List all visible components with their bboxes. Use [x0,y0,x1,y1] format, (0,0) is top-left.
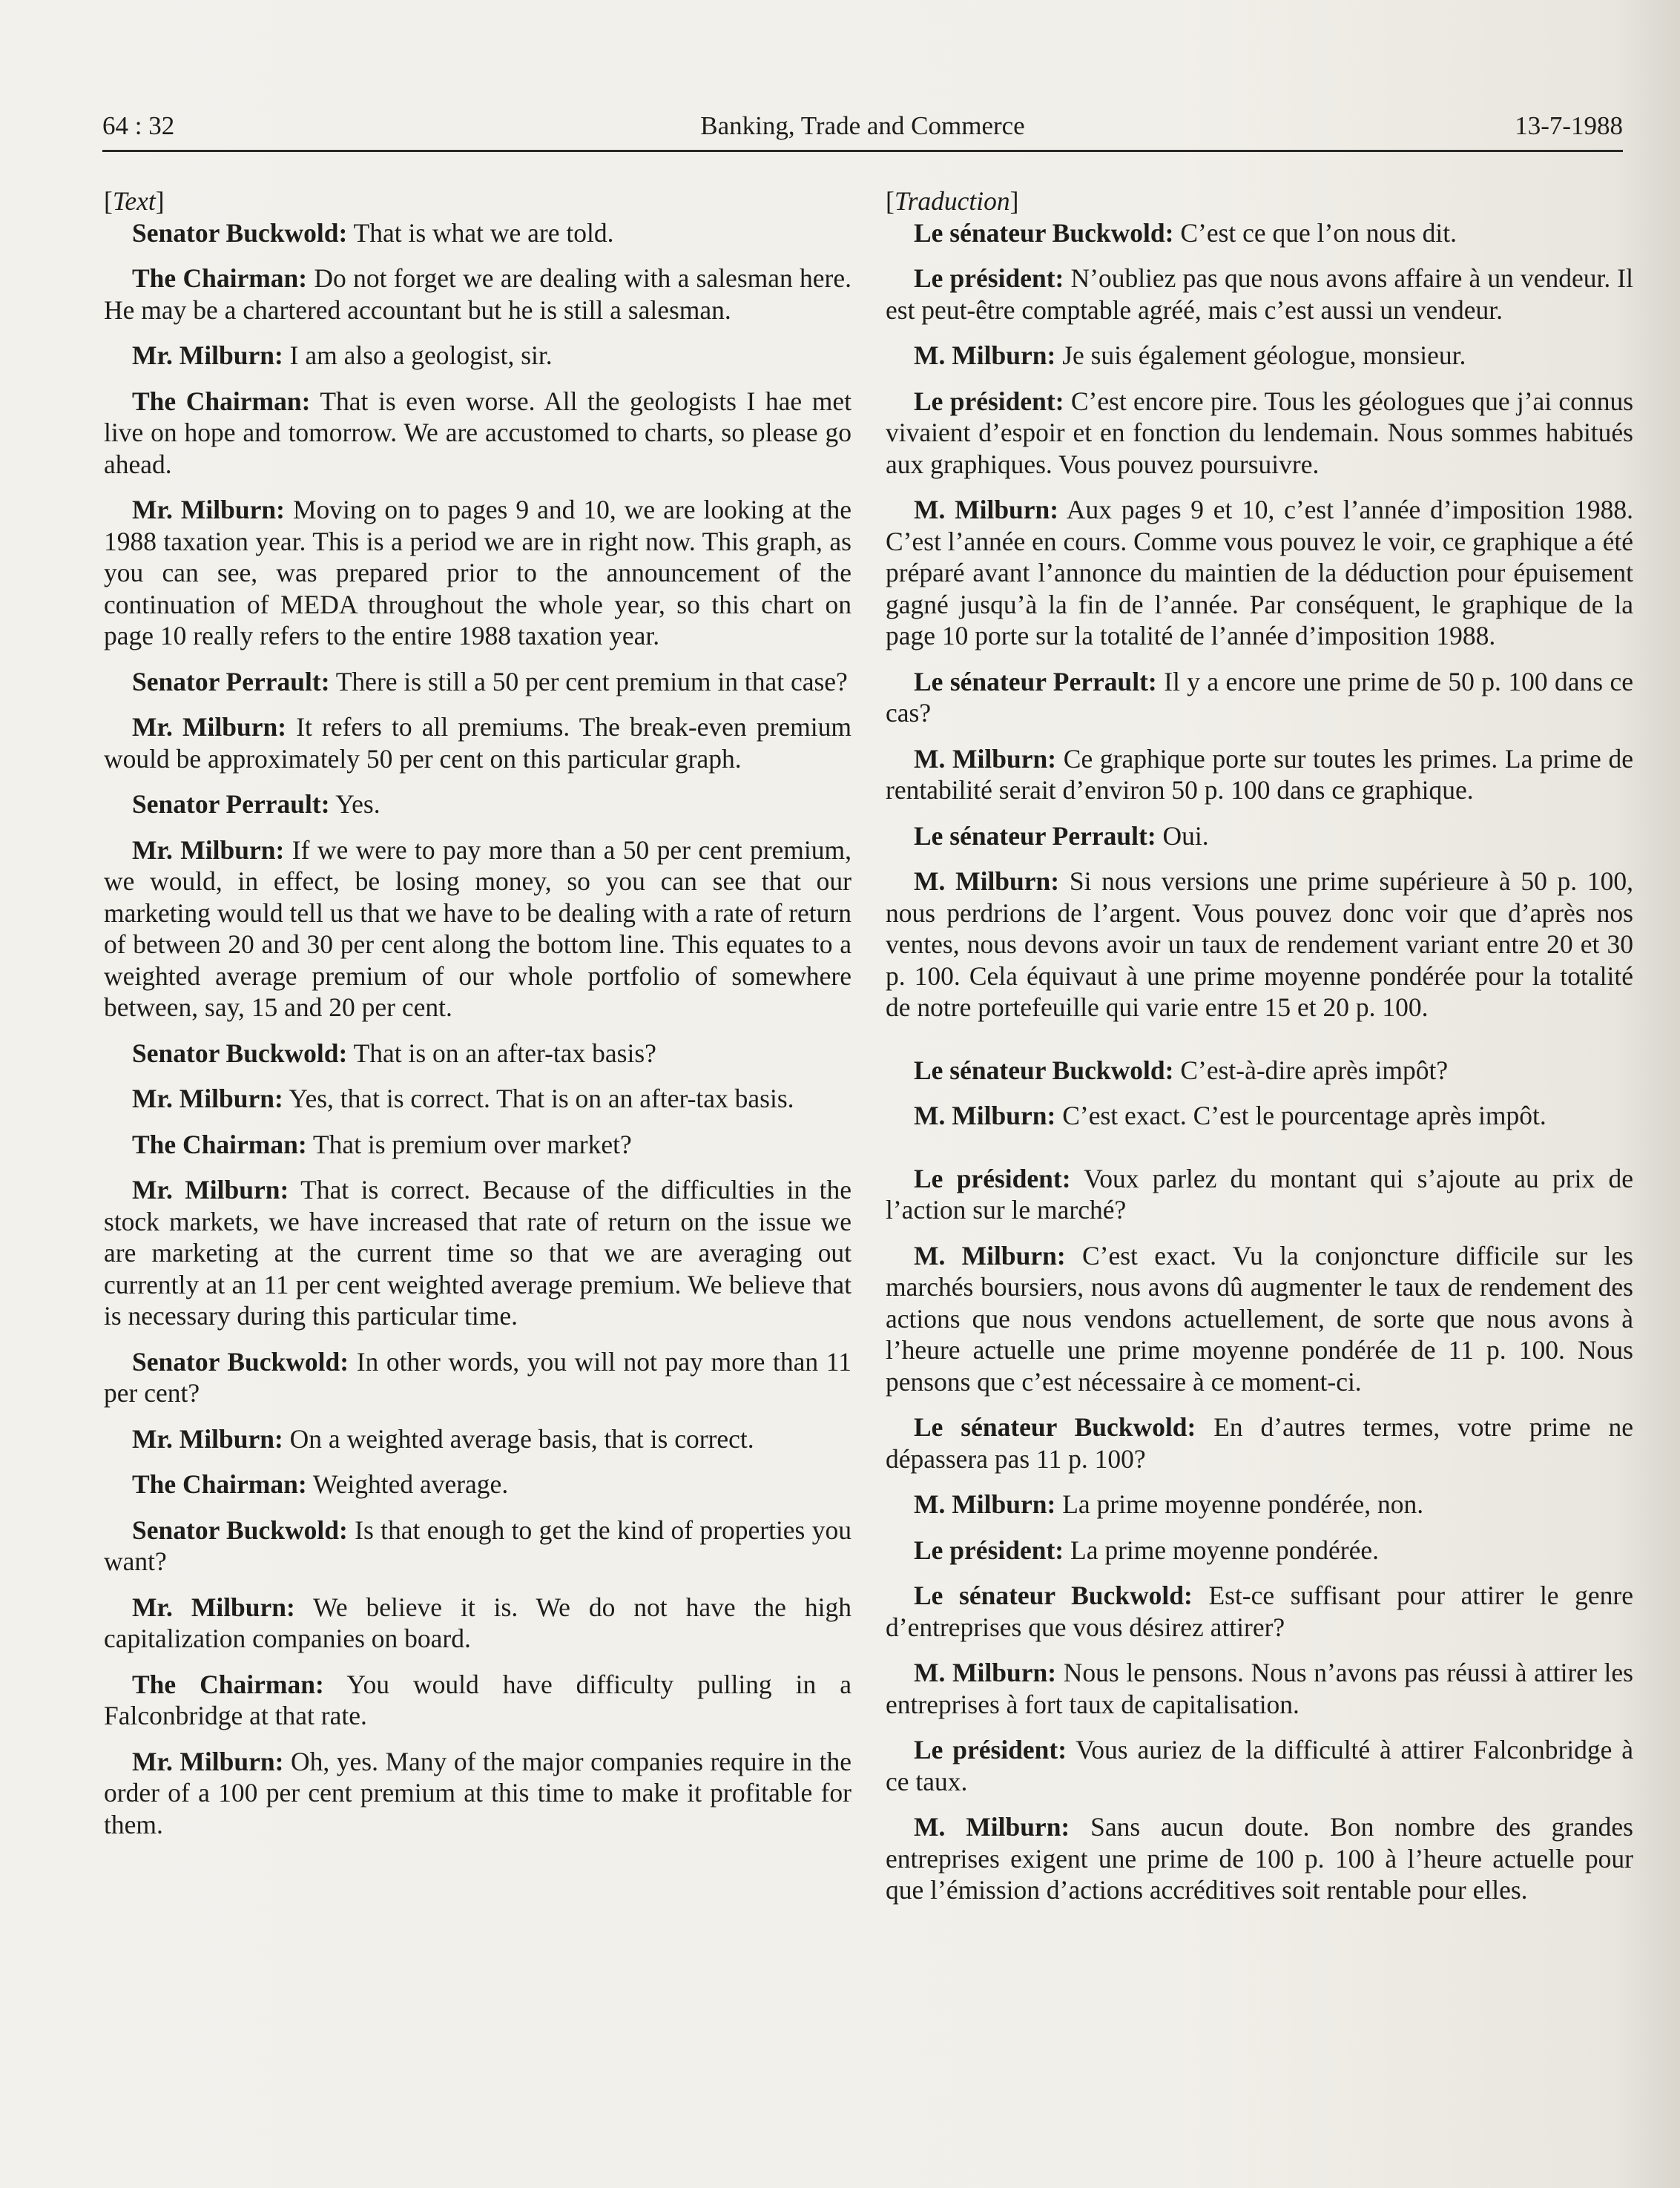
speaker-name: M. Milburn: [914,495,1059,524]
speaker-name: Senator Buckwold: [132,217,348,248]
speech-text: Yes. [329,789,381,819]
speech-text: Oh, yes. Many of the major companies require in the order of a 100 per cent premium at this time to make it profitable for them. [104,1746,852,1839]
speaker-name: Senator Perrault: [132,789,330,819]
publication-title: Banking, Trade and Commerce [700,111,1025,140]
speaker-name: Le président: [914,1163,1071,1193]
speaker-name: Senator Perrault: [132,666,330,696]
speech-text: There is still a 50 per cent premium in that case? [329,666,848,696]
transcript-paragraph [104,1129,851,1161]
speech-text: In other words, you will not pay more than 11 per cent? [104,1346,851,1408]
speaker-name: The Chairman: [132,1129,307,1159]
transcript-paragraph [886,1100,1633,1132]
speaker-name: Mr. Milburn: [132,1746,284,1776]
speaker-name: Le sénateur Buckwold: [914,1581,1193,1610]
transcript-paragraph [886,866,1633,1024]
transcript-paragraph [104,340,851,372]
speech-text: That is on an after-tax basis? [347,1038,656,1068]
speech-text: Nous le pensons. Nous n’avons pas réussi à attirer les entreprises à fort taux de capitalisation. [886,1658,1633,1719]
speech-text: Do not forget we are dealing with a salesman here. He may be a chartered accountant but he is still a salesman. [104,263,851,325]
speech-text: Sans aucun doute. Bon nombre des grandes entreprises exigent une prime de 100 p. 100 à l’heure actuelle pour que l’émission d’actions accréditives soit rentable pour elles. [886,1812,1633,1905]
speech-text: If we were to pay more than a 50 per cent premium, we would, in effect, be losing money, so you can see that our marketing would tell us that we have to be dealing with a rate of return of between 20 and 30 per cent along the bottom line. This equates to a weighted average premium of our whole portfolio of somewhere between, say, 15 and 20 per cent. [104,834,851,1022]
speech-text: That is correct. Because of the difficulties in the stock markets, we have increased that rate of return on the issue we are marketing at the current time so that we are averaging out currently at an 11 per cent weighted average premium. We believe that is necessary during this particular time. [104,1175,852,1331]
speech-text: C’est-à-dire après impôt? [1173,1055,1449,1085]
speaker-name: Mr. Milburn: [132,712,287,742]
speaker-name: M. Milburn: [914,866,1060,896]
speaker-name: Le président: [914,386,1064,416]
french-column [886,185,1633,1920]
transcript-paragraph [886,1580,1633,1643]
transcript-paragraph [886,1811,1633,1906]
transcript-paragraph [104,1469,851,1500]
transcript-paragraph [886,1240,1633,1398]
speech-text: I am also a geologist, sir. [283,340,553,370]
speaker-name: Mr. Milburn: [132,495,285,524]
transcript-paragraph [104,263,851,326]
text-marker: [Text] [104,186,165,216]
transcript-paragraph [886,1055,1633,1087]
speech-text: C’est exact. C’est le pourcentage après impôt. [1055,1101,1546,1130]
speaker-name: Le sénateur Perrault: [914,820,1156,851]
transcript-paragraph [886,494,1633,652]
speech-text: La prime moyenne pondérée. [1064,1535,1379,1565]
speaker-name: M. Milburn: [914,340,1056,370]
speaker-name: Senator Buckwold: [132,1515,348,1545]
transcript-paragraph [886,263,1633,326]
speaker-name: Le sénateur Buckwold: [914,217,1174,248]
transcript-paragraph [104,386,851,481]
transcript-paragraph [886,1411,1633,1474]
speech-text: C’est exact. Vu la conjoncture difficile sur les marchés boursiers, nous avons dû augmenter le taux de rendement des actions que nous vendons actuellement, de sorte que nous avons à l’heure actuelle une prime moyenne pondérée de 11 p. 100. Nous pensons que c’est nécessaire à ce moment-ci. [886,1240,1633,1397]
transcript-paragraph [104,1515,851,1578]
speaker-name: Le sénateur Buckwold: [914,1412,1196,1442]
transcript-paragraph [886,217,1633,249]
transcript-paragraph [104,1746,851,1841]
transcript-paragraph [104,217,851,249]
speaker-name: The Chairman: [132,1669,324,1699]
speaker-name: The Chairman: [132,386,311,416]
speaker-name: Mr. Milburn: [132,1592,295,1622]
transcript-paragraph [104,1038,851,1070]
speech-text: Si nous versions une prime supérieure à 50 p. 100, nous perdrions de l’argent. Vous pouvez donc voir que d’après nos ventes, nous devons avoir un taux de rendement variant entre 20 et 30 p. 100. Cela équivaut à une prime moyenne pondérée pour la totalité de notre portefeuille qui varie entre 15 et 20 p. 100. [886,866,1633,1022]
speaker-name: Le président: [914,263,1064,293]
speech-text: La prime moyenne pondérée, non. [1055,1489,1424,1519]
speaker-name: The Chairman: [132,1469,307,1499]
speaker-name: The Chairman: [132,263,308,293]
speaker-name: Senator Buckwold: [132,1346,349,1377]
speaker-name: M. Milburn: [914,1101,1056,1130]
transcript-paragraph [104,1669,851,1732]
transcript-paragraph [104,711,851,774]
header-date: 13-7-1988 [1515,111,1623,140]
speech-text: That is premium over market? [306,1129,632,1159]
speaker-name: M. Milburn: [914,1489,1056,1519]
speaker-name: M. Milburn: [914,1658,1057,1687]
speech-text: Weighted average. [306,1469,509,1499]
speaker-name: M. Milburn: [914,1812,1070,1842]
speech-text: Vous auriez de la difficulté à attirer Falconbridge à ce taux. [886,1735,1633,1796]
transcript-paragraph [886,1163,1633,1226]
speaker-name: Mr. Milburn: [132,834,285,865]
transcript-paragraph [104,1592,851,1655]
speaker-name: M. Milburn: [914,743,1057,774]
speaker-name: M. Milburn: [914,1240,1066,1271]
transcript-paragraph [104,788,851,820]
speech-text: En d’autres termes, votre prime ne dépassera pas 11 p. 100? [886,1412,1633,1474]
transcript-paragraph [104,666,851,698]
speech-text: Is that enough to get the kind of properties you want? [104,1515,851,1576]
speaker-name: Le sénateur Perrault: [914,666,1157,696]
speaker-name: Le président: [914,1535,1064,1565]
transcript-paragraph [104,1423,851,1455]
transcript-paragraph [886,1657,1633,1720]
transcript-paragraph [886,820,1633,852]
speech-text: Moving on to pages 9 and 10, we are looking at the 1988 taxation year. This is a period we are in right now. This graph, as you can see, was prepared prior to the announcement of the continuation of MEDA throughout the whole year, so this chart on page 10 really refers to the entire 1988 taxation year. [104,495,851,650]
translation-marker: [Traduction] [886,186,1019,216]
speech-text: On a weighted average basis, that is correct. [283,1423,754,1454]
speech-text: Oui. [1156,820,1209,851]
speaker-name: Le président: [914,1735,1067,1764]
speech-text: C’est encore pire. Tous les géologues que j’ai connus vivaient d’espoir et en fonction du lendemain. Nous sommes habitués aux graphiques. Vous pouvez poursuivre. [886,386,1634,479]
transcript-paragraph [104,1174,851,1332]
speech-text: It refers to all premiums. The break-even premium would be approximately 50 per cent on this particular graph. [104,712,851,774]
transcript-paragraph [104,834,851,1024]
speech-text: Voux parlez du montant qui s’ajoute au prix de l’action sur le marché? [886,1163,1633,1225]
transcript-paragraph [886,743,1633,806]
speech-text: That is what we are told. [347,217,614,248]
speaker-name: Le sénateur Buckwold: [914,1055,1174,1085]
transcript-paragraph [104,1083,851,1115]
speech-text: You would have difficulty pulling in a Falconbridge at that rate. [104,1669,851,1730]
speaker-name: Mr. Milburn: [132,1175,289,1205]
speech-text: Yes, that is correct. That is on an after-tax basis. [283,1084,794,1113]
speech-text: Aux pages 9 et 10, c’est l’année d’imposition 1988. C’est l’année en cours. Comme vous pouvez le voir, ce graphique a été préparé avant l’annonce du maintien de la déduction pour épuisement gagné jusqu’à la fin de l’année. Par conséquent, le graphique de la page 10 porte sur la totalité de l’année d’imposition 1988. [886,495,1634,650]
transcript-paragraph [886,1535,1633,1566]
speech-text: N’oubliez pas que nous avons affaire à un vendeur. Il est peut-être comptable agréé, mais c’est aussi un vendeur. [886,263,1633,325]
english-column [104,185,851,1854]
speaker-name: Mr. Milburn: [132,340,283,370]
transcript-paragraph [886,666,1633,729]
speech-text: Il y a encore une prime de 50 p. 100 dans ce cas? [886,666,1633,728]
speech-text: Je suis également géologue, monsieur. [1055,340,1466,370]
page-number: 64 : 32 [102,111,175,140]
speaker-name: Mr. Milburn: [132,1084,283,1113]
speech-text: C’est ce que l’on nous dit. [1173,217,1457,248]
speaker-name: Senator Buckwold: [132,1038,348,1068]
running-header [102,105,1623,145]
transcript-paragraph [886,1489,1633,1520]
transcript-paragraph [104,1346,851,1409]
header-rule [102,150,1623,152]
transcript-paragraph [886,386,1633,481]
speech-text: That is even worse. All the geologists I hae met live on hope and tomorrow. We are accustomed to charts, so please go ahead. [104,386,852,479]
transcript-paragraph [886,1734,1633,1797]
transcript-paragraph [886,340,1633,372]
speech-text: Est-ce suffisant pour attirer le genre d’entreprises que vous désirez attirer? [886,1581,1633,1642]
speech-text: We believe it is. We do not have the high capitalization companies on board. [104,1592,851,1653]
speech-text: Ce graphique porte sur toutes les primes. La prime de rentabilité serait d’environ 50 p. 100 dans ce graphique. [886,743,1633,805]
speaker-name: Mr. Milburn: [132,1423,283,1454]
transcript-paragraph [104,494,851,652]
